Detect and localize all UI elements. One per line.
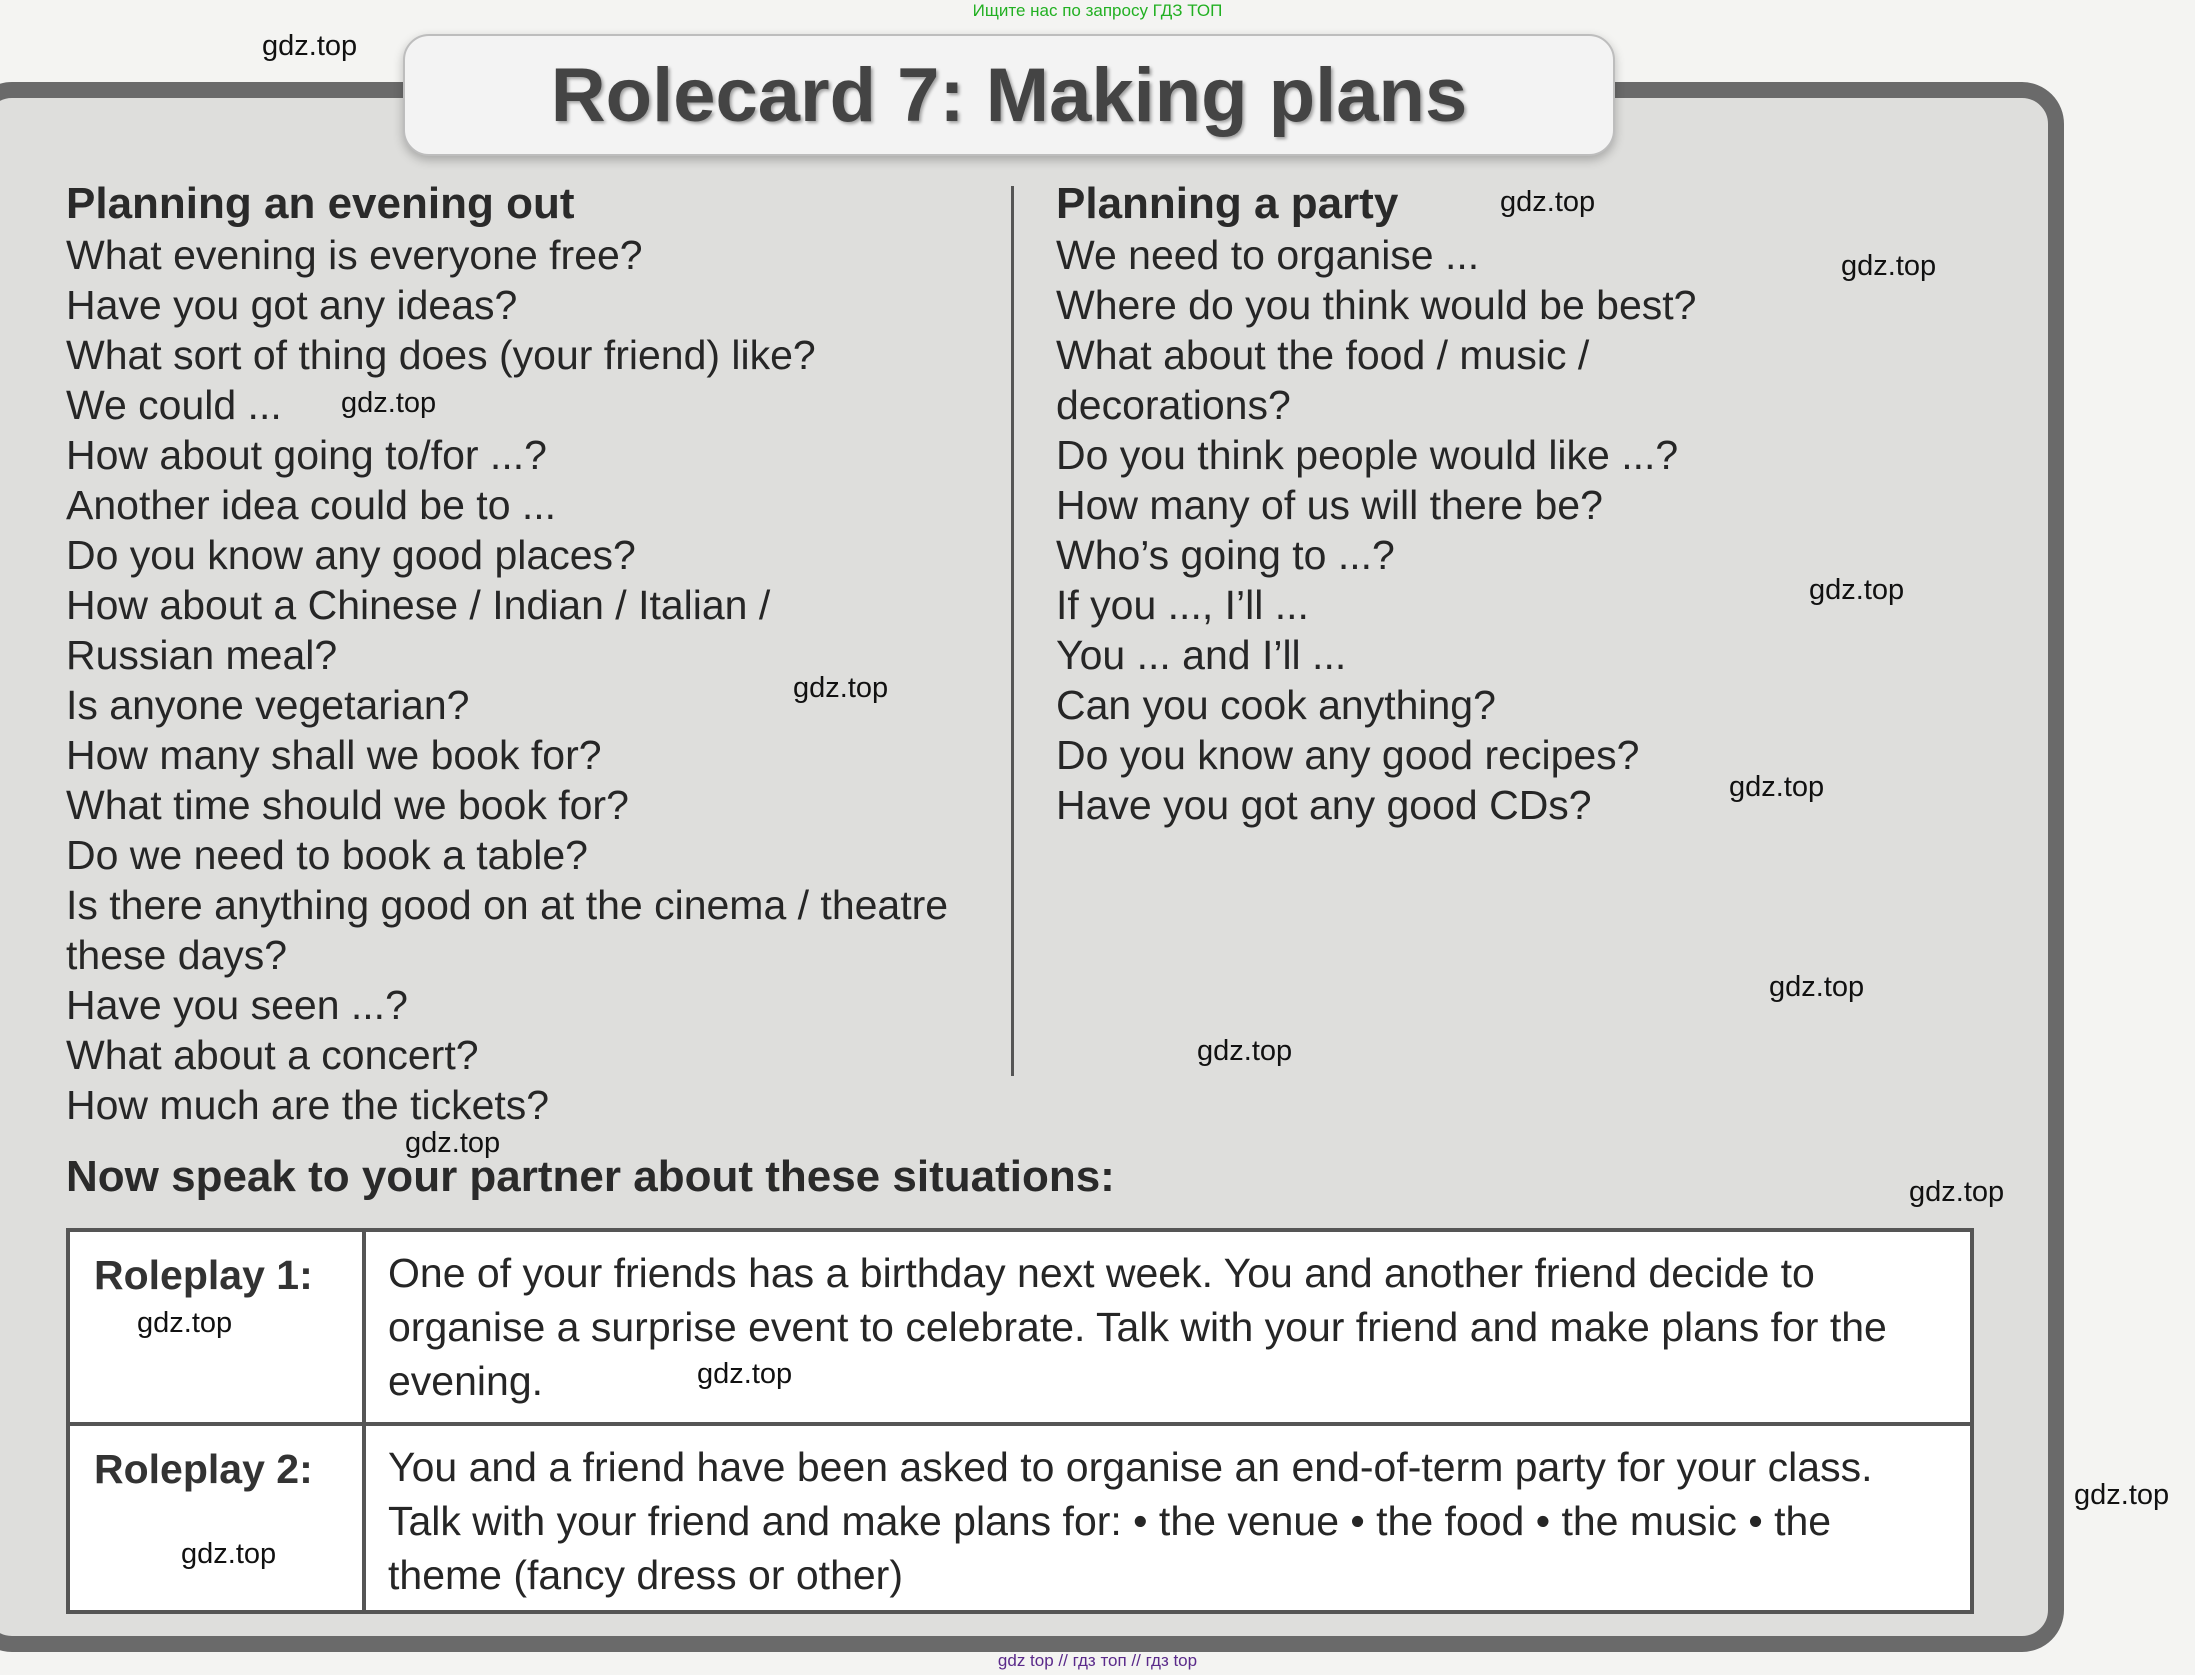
watermark: gdz.top bbox=[341, 387, 437, 419]
watermark: gdz.top bbox=[1841, 250, 1937, 282]
roleplay-label: Roleplay 1: bbox=[70, 1232, 366, 1422]
phrase-line: How many shall we book for? bbox=[66, 732, 602, 778]
phrase-line: Have you got any good CDs? bbox=[1056, 782, 1592, 828]
watermark: gdz.top bbox=[793, 672, 889, 704]
phrase-line: Have you got any ideas? bbox=[66, 282, 518, 328]
phrase-line: Where do you think would be best? bbox=[1056, 282, 1697, 328]
watermark: gdz.top bbox=[2074, 1479, 2170, 1511]
watermark: gdz.top bbox=[181, 1538, 277, 1570]
watermark: gdz.top bbox=[1197, 1035, 1293, 1067]
phrase-line: Is anyone vegetarian? bbox=[66, 682, 470, 728]
watermark: gdz.top bbox=[1500, 186, 1596, 218]
watermark: gdz.top bbox=[1729, 771, 1825, 803]
right-column bbox=[1056, 178, 1956, 830]
phrase-line: What evening is everyone free? bbox=[66, 232, 643, 278]
phrase-line: decorations? bbox=[1056, 382, 1291, 428]
phrase-line: We need to organise ... bbox=[1056, 232, 1480, 278]
phrase-line: How much are the tickets? bbox=[66, 1082, 550, 1128]
phrase-line: Do you know any good recipes? bbox=[1056, 732, 1640, 778]
phrase-line: Another idea could be to ... bbox=[66, 482, 557, 528]
top-search-note: Ищите нас по запросу ГДЗ ТОП bbox=[972, 1, 1223, 20]
phrase-line: Can you cook anything? bbox=[1056, 682, 1496, 728]
watermark: gdz.top bbox=[405, 1127, 501, 1159]
roleplay-text: One of your friends has a birthday next week. You and another friend decide to organise a surprise event to celebrate. Talk with your friend and make plans for the evening. bbox=[388, 1250, 1887, 1404]
phrase-line: What about the food / music / bbox=[1056, 332, 1590, 378]
phrase-line: We could ... bbox=[66, 382, 282, 428]
roleplay-table bbox=[66, 1228, 1974, 1614]
right-column-heading: Planning a party bbox=[1056, 179, 1399, 228]
phrase-line: Do you know any good places? bbox=[66, 532, 636, 578]
phrase-line: How about a Chinese / Indian / Italian / bbox=[66, 582, 771, 628]
column-divider bbox=[1011, 186, 1014, 1076]
phrase-line: You ... and I’ll ... bbox=[1056, 632, 1347, 678]
roleplay-label: Roleplay 2: bbox=[70, 1426, 366, 1610]
phrase-line: What time should we book for? bbox=[66, 782, 629, 828]
phrase-line: Is there anything good on at the cinema / theatre bbox=[66, 882, 949, 928]
watermark: gdz.top bbox=[1809, 574, 1905, 606]
speak-heading: Now speak to your partner about these situations: bbox=[66, 1152, 1115, 1201]
roleplay-row bbox=[70, 1426, 1970, 1610]
rolecard-title: Rolecard 7: Making plans bbox=[403, 34, 1615, 156]
left-column-heading: Planning an evening out bbox=[66, 179, 575, 228]
roleplay-row bbox=[70, 1232, 1970, 1426]
watermark: gdz.top bbox=[1909, 1176, 2005, 1208]
watermark: gdz.top bbox=[697, 1358, 793, 1390]
phrase-line: What about a concert? bbox=[66, 1032, 479, 1078]
phrase-line: Russian meal? bbox=[66, 632, 338, 678]
phrase-line: Do you think people would like ...? bbox=[1056, 432, 1679, 478]
phrase-line: If you ..., I’ll ... bbox=[1056, 582, 1309, 628]
watermark: gdz.top bbox=[262, 30, 358, 62]
watermark: gdz.top bbox=[137, 1307, 233, 1339]
phrase-line: Do we need to book a table? bbox=[66, 832, 588, 878]
left-column bbox=[66, 178, 1006, 1130]
phrase-line: How about going to/for ...? bbox=[66, 432, 547, 478]
phrase-line: How many of us will there be? bbox=[1056, 482, 1603, 528]
bottom-note: gdz top // гдз топ // гдз top bbox=[997, 1651, 1198, 1670]
phrase-line: What sort of thing does (your friend) like? bbox=[66, 332, 816, 378]
watermark: gdz.top bbox=[1769, 971, 1865, 1003]
phrase-line: these days? bbox=[66, 932, 288, 978]
roleplay-text: You and a friend have been asked to organise an end-of-term party for your class. Talk with your friend and make plans for: • the venue • the food • the music • the theme (fancy dress or other) bbox=[388, 1444, 1873, 1598]
phrase-line: Who’s going to ...? bbox=[1056, 532, 1395, 578]
phrase-line: Have you seen ...? bbox=[66, 982, 408, 1028]
